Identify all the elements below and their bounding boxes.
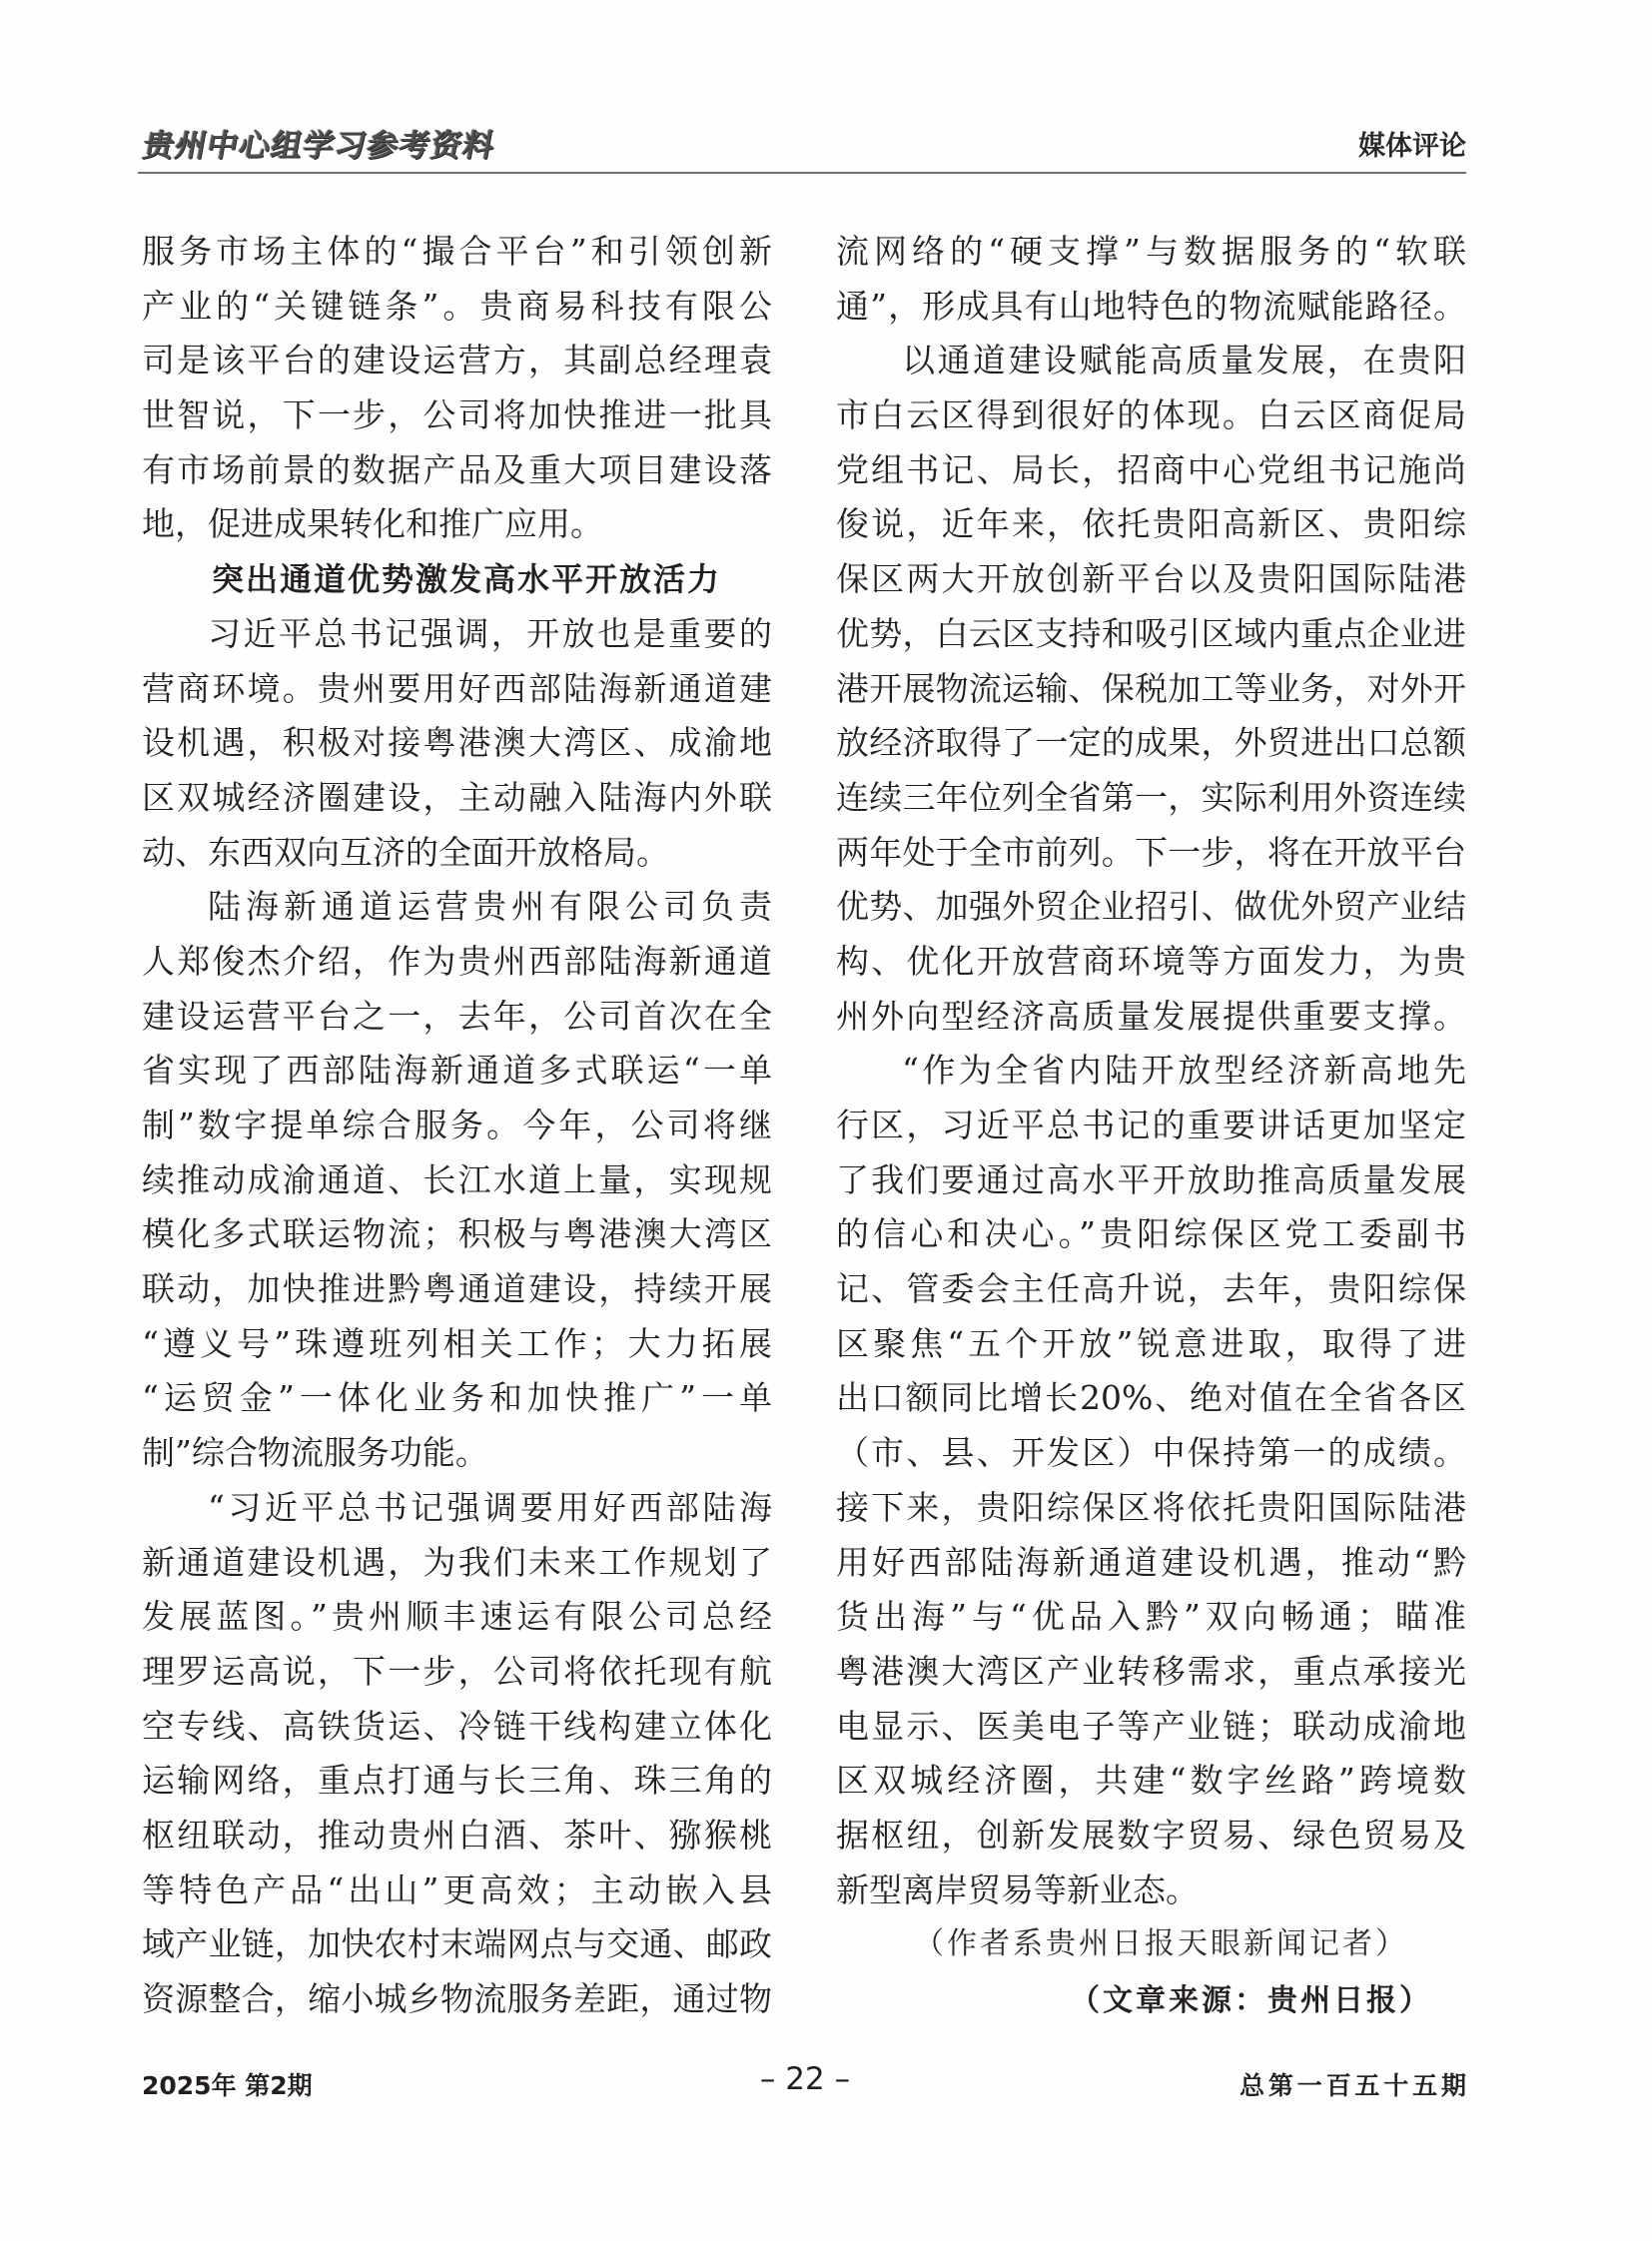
body-line: 域产业链，加快农村末端网点与交通、邮政 bbox=[142, 1924, 772, 1964]
body-line: 记、管委会主任高升说，去年，贵阳综保 bbox=[836, 1269, 1466, 1309]
body-line: 有市场前景的数据产品及重大项目建设落 bbox=[142, 449, 772, 489]
body-line: 运输网络，重点打通与长三角、珠三角的 bbox=[142, 1761, 772, 1801]
body-line: 俊说，近年来，依托贵阳高新区、贵阳综 bbox=[836, 504, 1466, 544]
body-line: “遵义号”珠遵班列相关工作；大力拓展 bbox=[142, 1323, 772, 1363]
body-line: 省实现了西部陆海新通道多式联运“一单 bbox=[142, 1051, 772, 1091]
body-line: 接下来，贵阳综保区将依托贵阳国际陆港 bbox=[836, 1487, 1466, 1527]
body-line: 货出海”与“优品入黔”双向畅通；瞄准 bbox=[836, 1597, 1466, 1637]
body-line: 动、东西双向互济的全面开放格局。 bbox=[142, 832, 669, 872]
body-line: 区双城经济圈，共建“数字丝路”跨境数 bbox=[836, 1761, 1466, 1801]
body-line: 司是该平台的建设运营方，其副总经理袁 bbox=[142, 341, 772, 380]
total-issue-number: 总第一百五十五期 bbox=[1239, 2071, 1466, 2100]
body-line: 模化多式联运物流；积极与粤港澳大湾区 bbox=[142, 1214, 772, 1254]
body-line: 世智说，下一步，公司将加快推进一批具 bbox=[142, 395, 772, 435]
body-line: 习近平总书记强调，开放也是重要的 bbox=[208, 613, 772, 653]
body-line: 保区两大开放创新平台以及贵阳国际陆港 bbox=[836, 559, 1466, 599]
body-line: 枢纽联动，推动贵州白酒、茶叶、猕猴桃 bbox=[142, 1815, 772, 1855]
body-line: 资源整合，缩小城乡物流服务差距，通过物 bbox=[142, 1979, 772, 2018]
body-line: 联动，加快推进黔粤通道建设，持续开展 bbox=[142, 1269, 772, 1309]
body-line: 新通道建设机遇，为我们未来工作规划了 bbox=[142, 1542, 772, 1582]
body-line: 服务市场主体的“撮合平台”和引领创新 bbox=[142, 232, 772, 271]
body-line: 市白云区得到很好的体现。白云区商促局 bbox=[836, 395, 1466, 435]
body-line: 据枢纽，创新发展数字贸易、绿色贸易及 bbox=[836, 1815, 1466, 1855]
body-line: 以通道建设赋能高质量发展，在贵阳 bbox=[902, 341, 1466, 380]
body-line: 新型离岸贸易等新业态。 bbox=[836, 1869, 1199, 1909]
body-line: 人郑俊杰介绍，作为贵州西部陆海新通道 bbox=[142, 941, 772, 981]
body-line: “习近平总书记强调要用好西部陆海 bbox=[208, 1487, 772, 1527]
body-line: 构、优化开放营商环境等方面发力，为贵 bbox=[836, 941, 1466, 981]
body-line: 港开展物流运输、保税加工等业务，对外开 bbox=[836, 668, 1466, 708]
section-label: 媒体评论 bbox=[1358, 131, 1466, 162]
body-line: “运贸金”一体化业务和加快推广”一单 bbox=[142, 1378, 772, 1418]
left-column bbox=[142, 225, 772, 2027]
body-line: 营商环境。贵州要用好西部陆海新通道建 bbox=[142, 668, 772, 708]
body-line: 优势，白云区支持和吸引区域内重点企业进 bbox=[836, 613, 1466, 653]
body-line: 区双城经济圈建设，主动融入陆海内外联 bbox=[142, 777, 772, 817]
body-line: 党组书记、局长，招商中心党组书记施尚 bbox=[836, 449, 1466, 489]
body-line: 通”，形成具有山地特色的物流赋能路径。 bbox=[836, 286, 1466, 326]
body-line: 产业的“关键链条”。贵商易科技有限公 bbox=[142, 286, 772, 326]
body-line: 续推动成渝通道、长江水道上量，实现规 bbox=[142, 1159, 772, 1199]
body-line: 流网络的“硬支撑”与数据服务的“软联 bbox=[836, 232, 1466, 271]
body-line: 了我们要通过高水平开放助推高质量发展 bbox=[836, 1159, 1466, 1199]
article-source: （文章来源：贵州日报） bbox=[1070, 1983, 1432, 2018]
publication-title: 贵州中心组学习参考资料 bbox=[140, 128, 498, 164]
body-line: 两年处于全市前列。下一步，将在开放平台 bbox=[836, 832, 1466, 872]
issue-number: 2025年 第2期 bbox=[142, 2071, 313, 2100]
body-line: 空专线、高铁货运、冷链干线构建立体化 bbox=[142, 1706, 772, 1746]
body-line: “作为全省内陆开放型经济新高地先 bbox=[902, 1051, 1466, 1091]
body-line: 理罗运高说，下一步，公司将依托现有航 bbox=[142, 1651, 772, 1691]
body-line: 制”数字提单综合服务。今年，公司将继 bbox=[142, 1106, 772, 1144]
body-line: 出口额同比增长20%、绝对值在全省各区 bbox=[836, 1378, 1466, 1418]
body-line: 粤港澳大湾区产业转移需求，重点承接光 bbox=[836, 1651, 1466, 1691]
body-line: 建设运营平台之一，去年，公司首次在全 bbox=[142, 996, 772, 1036]
body-line: 发展蓝图。”贵州顺丰速运有限公司总经 bbox=[142, 1597, 772, 1637]
header-rule bbox=[138, 172, 1466, 174]
section-heading: 突出通道优势激发高水平开放活力 bbox=[212, 560, 722, 599]
body-line: 行区，习近平总书记的重要讲话更加坚定 bbox=[836, 1106, 1466, 1144]
body-line: 放经济取得了一定的成果，外贸进出口总额 bbox=[836, 723, 1466, 763]
body-line: （市、县、开发区）中保持第一的成绩。 bbox=[836, 1433, 1466, 1473]
body-line: 连续三年位列全省第一，实际利用外资连续 bbox=[836, 777, 1466, 817]
right-column bbox=[836, 225, 1466, 2028]
body-line: 等特色产品“出山”更高效；主动嵌入县 bbox=[142, 1869, 772, 1909]
body-line: 地，促进成果转化和推广应用。 bbox=[142, 504, 603, 544]
body-line: 用好西部陆海新通道建设机遇，推动“黔 bbox=[836, 1542, 1466, 1582]
body-line: 区聚焦“五个开放”锐意进取，取得了进 bbox=[836, 1323, 1466, 1363]
body-line: 的信心和决心。”贵阳综保区党工委副书 bbox=[836, 1214, 1466, 1254]
body-line: 陆海新通道运营贵州有限公司负责 bbox=[208, 887, 772, 927]
body-line: 优势、加强外贸企业招引、做优外贸产业结 bbox=[836, 887, 1466, 927]
body-line: 制”综合物流服务功能。 bbox=[142, 1433, 488, 1473]
body-line: 州外向型经济高质量发展提供重要支撑。 bbox=[836, 996, 1466, 1036]
author-byline: （作者系贵州日报天眼新闻记者） bbox=[914, 1926, 1408, 1962]
page-number: – 22 – bbox=[759, 2061, 851, 2097]
body-line: 电显示、医美电子等产业链；联动成渝地 bbox=[836, 1706, 1466, 1746]
body-line: 设机遇，积极对接粤港澳大湾区、成渝地 bbox=[142, 723, 772, 763]
